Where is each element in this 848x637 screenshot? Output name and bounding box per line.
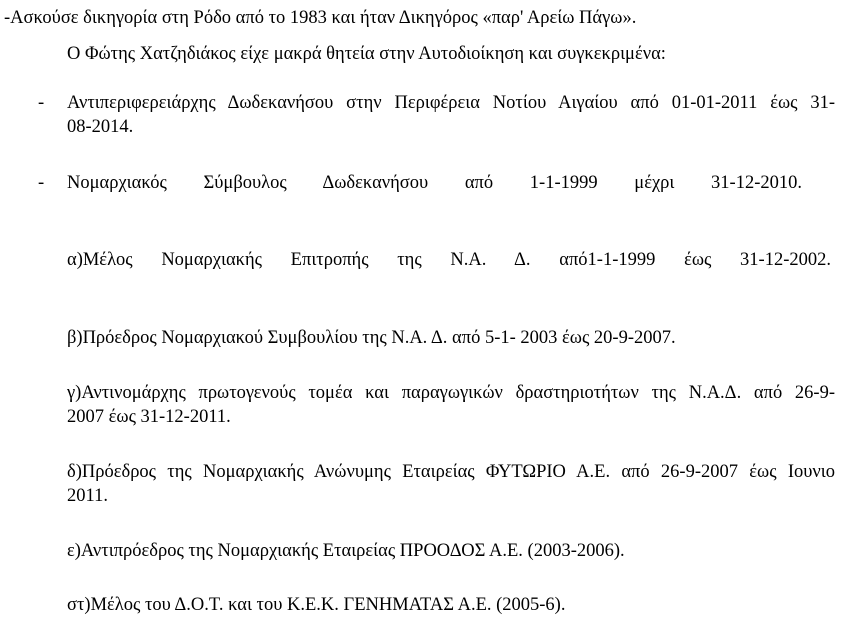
bullet-text-line: Αντιπεριφερειάρχης Δωδεκανήσου στην Περιφέρεια Νοτίου Αιγαίου από 01-01-2011 έως 31- [67, 93, 835, 113]
list-item: δ)Πρόεδρος της Νομαρχιακής Ανώνυμης Εταιρείας ΦΥΤΩΡΙΟ Α.Ε. από 26-9-2007 έως Ιουνιο [67, 462, 835, 482]
bullet-marker: - [38, 173, 45, 193]
intro-line: -Ασκούσε δικηγορία στη Ρόδο από το 1983 και ήταν Δικηγόρος «παρ' Αρείω Πάγω». [4, 8, 637, 28]
list-item: γ)Αντινομάρχης πρωτογενούς τομέα και παραγωγικών δραστηριοτήτων της Ν.Α.Δ. από 26-9- [67, 383, 835, 403]
lead-paragraph: Ο Φώτης Χατζηδιάκος είχε μακρά θητεία στην Αυτοδιοίκηση και συγκεκριμένα: [67, 44, 666, 64]
list-item: στ)Μέλος του Δ.Ο.Τ. και του Κ.Ε.Κ. ΓΕΝΗΜΑΤΑΣ Α.Ε. (2005-6). [67, 595, 566, 615]
bullet-marker: - [38, 93, 45, 113]
list-item: ε)Αντιπρόεδρος της Νομαρχιακής Εταιρείας ΠΡΟΟΔΟΣ Α.Ε. (2003-2006). [67, 541, 625, 561]
bullet-text-line: 08-2014. [67, 117, 134, 137]
list-item: β)Πρόεδρος Νομαρχιακού Συμβουλίου της Ν.Α. Δ. από 5-1- 2003 έως 20-9-2007. [67, 328, 676, 348]
bullet-text-line: Νομαρχιακός Σύμβουλος Δωδεκανήσου από 1-1-1999 μέχρι 31-12-2010. [67, 173, 802, 193]
list-item-continuation: 2011. [67, 486, 108, 506]
list-item-continuation: 2007 έως 31-12-2011. [67, 407, 231, 427]
list-item: α)Μέλος Νομαρχιακής Επιτροπής της Ν.Α. Δ. από1-1-1999 έως 31-12-2002. [67, 250, 831, 270]
